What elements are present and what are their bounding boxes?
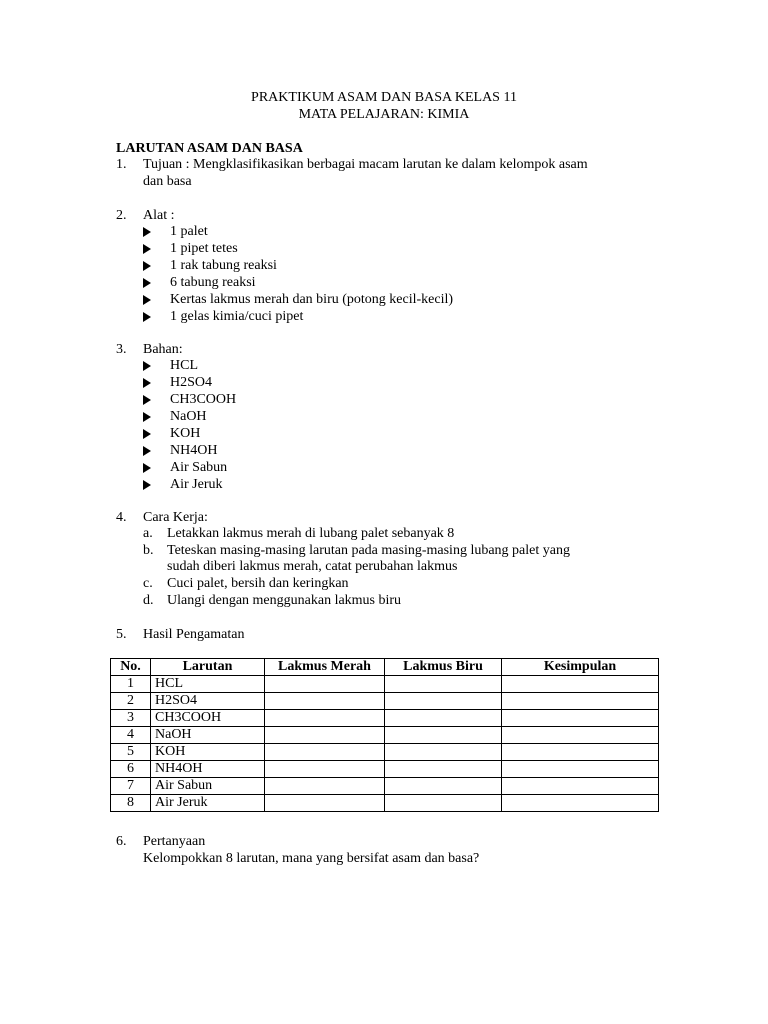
list-item: NaOH — [170, 409, 207, 424]
arrow-bullet-icon — [143, 463, 151, 473]
hasil-label: Hasil Pengamatan — [143, 627, 245, 642]
column-header: No. — [111, 659, 151, 676]
cell-empty — [385, 676, 502, 693]
arrow-bullet-icon — [143, 446, 151, 456]
tujuan-text-line1: Tujuan : Mengklasifikasikan berbagai macam larutan ke dalam kelompok asam — [143, 157, 588, 172]
cell-number: 3 — [111, 710, 151, 727]
arrow-bullet-icon — [143, 412, 151, 422]
alat-number: 2. — [116, 208, 127, 223]
cara-kerja-label: Cara Kerja: — [143, 510, 208, 525]
arrow-bullet-icon — [143, 261, 151, 271]
cell-empty — [265, 727, 385, 744]
pertanyaan-number: 6. — [116, 834, 127, 849]
cell-number: 6 — [111, 761, 151, 778]
table-row — [111, 693, 659, 710]
cell-larutan: HCL — [151, 676, 265, 693]
list-item: CH3COOH — [170, 392, 237, 407]
step-text: Cuci palet, bersih dan keringkan — [167, 576, 349, 591]
cell-empty — [502, 778, 659, 795]
arrow-bullet-icon — [143, 244, 151, 254]
cell-empty — [385, 761, 502, 778]
cell-empty — [265, 744, 385, 761]
table-row — [111, 710, 659, 727]
bahan-number: 3. — [116, 342, 127, 357]
list-item: 1 gelas kimia/cuci pipet — [170, 309, 304, 324]
list-item: H2SO4 — [170, 375, 213, 390]
cell-empty — [502, 727, 659, 744]
table-header-row — [111, 659, 659, 676]
cell-empty — [502, 710, 659, 727]
cell-empty — [385, 727, 502, 744]
cell-number: 7 — [111, 778, 151, 795]
table-body — [111, 676, 659, 812]
cell-empty — [385, 710, 502, 727]
arrow-bullet-icon — [143, 295, 151, 305]
cell-larutan: NaOH — [151, 727, 265, 744]
cell-empty — [265, 693, 385, 710]
cell-empty — [502, 795, 659, 812]
column-header: Larutan — [151, 659, 265, 676]
cell-empty — [502, 761, 659, 778]
list-item: HCL — [170, 358, 198, 373]
step-letter: d. — [143, 593, 154, 608]
pertanyaan-question: Kelompokkan 8 larutan, mana yang bersifat asam dan basa? — [143, 851, 480, 866]
cell-larutan: NH4OH — [151, 761, 265, 778]
list-item: 1 palet — [170, 224, 208, 239]
cell-number: 2 — [111, 693, 151, 710]
table-row — [111, 778, 659, 795]
step-text: Ulangi dengan menggunakan lakmus biru — [167, 593, 402, 608]
cell-larutan: Air Jeruk — [151, 795, 265, 812]
cell-empty — [265, 761, 385, 778]
arrow-bullet-icon — [143, 312, 151, 322]
cell-larutan: Air Sabun — [151, 778, 265, 795]
cara-kerja-number: 4. — [116, 510, 127, 525]
step-text: Teteskan masing-masing larutan pada masing-masing lubang palet yang — [167, 543, 570, 558]
cell-empty — [385, 778, 502, 795]
cell-empty — [502, 693, 659, 710]
cell-larutan: H2SO4 — [151, 693, 265, 710]
cell-empty — [265, 710, 385, 727]
cell-empty — [265, 676, 385, 693]
step-text-continuation: sudah diberi lakmus merah, catat perubahan lakmus — [167, 559, 458, 574]
cell-empty — [502, 676, 659, 693]
tujuan-text-line2: dan basa — [143, 174, 192, 189]
document-title: PRAKTIKUM ASAM DAN BASA KELAS 11 — [251, 90, 517, 105]
table-row — [111, 761, 659, 778]
hasil-number: 5. — [116, 627, 127, 642]
cell-number: 8 — [111, 795, 151, 812]
cell-empty — [265, 795, 385, 812]
tujuan-number: 1. — [116, 157, 127, 172]
list-item: 1 pipet tetes — [170, 241, 238, 256]
list-item: Air Sabun — [170, 460, 228, 475]
column-header: Lakmus Merah — [265, 659, 385, 676]
arrow-bullet-icon — [143, 361, 151, 371]
table-row — [111, 676, 659, 693]
arrow-bullet-icon — [143, 429, 151, 439]
table-row — [111, 795, 659, 812]
step-letter: b. — [143, 543, 154, 558]
list-item: KOH — [170, 426, 201, 441]
section-heading: LARUTAN ASAM DAN BASA — [116, 141, 303, 156]
cell-empty — [385, 744, 502, 761]
arrow-bullet-icon — [143, 395, 151, 405]
bahan-label: Bahan: — [143, 342, 183, 357]
list-item: Air Jeruk — [170, 477, 223, 492]
cell-number: 1 — [111, 676, 151, 693]
observation-table — [110, 658, 659, 812]
step-text: Letakkan lakmus merah di lubang palet sebanyak 8 — [167, 526, 455, 541]
cell-empty — [502, 744, 659, 761]
cell-larutan: CH3COOH — [151, 710, 265, 727]
alat-label: Alat : — [143, 208, 175, 223]
document-subtitle: MATA PELAJARAN: KIMIA — [298, 107, 470, 122]
cell-empty — [265, 778, 385, 795]
arrow-bullet-icon — [143, 227, 151, 237]
list-item: 1 rak tabung reaksi — [170, 258, 277, 273]
list-item: 6 tabung reaksi — [170, 275, 256, 290]
table-row — [111, 727, 659, 744]
column-header: Kesimpulan — [502, 659, 659, 676]
pertanyaan-label: Pertanyaan — [143, 834, 206, 849]
table-row — [111, 744, 659, 761]
list-item: NH4OH — [170, 443, 218, 458]
column-header: Lakmus Biru — [385, 659, 502, 676]
arrow-bullet-icon — [143, 480, 151, 490]
cell-number: 5 — [111, 744, 151, 761]
cell-number: 4 — [111, 727, 151, 744]
arrow-bullet-icon — [143, 378, 151, 388]
list-item: Kertas lakmus merah dan biru (potong kecil-kecil) — [170, 292, 454, 307]
cell-larutan: KOH — [151, 744, 265, 761]
step-letter: c. — [143, 576, 153, 591]
cell-empty — [385, 795, 502, 812]
step-letter: a. — [143, 526, 153, 541]
cell-empty — [385, 693, 502, 710]
arrow-bullet-icon — [143, 278, 151, 288]
